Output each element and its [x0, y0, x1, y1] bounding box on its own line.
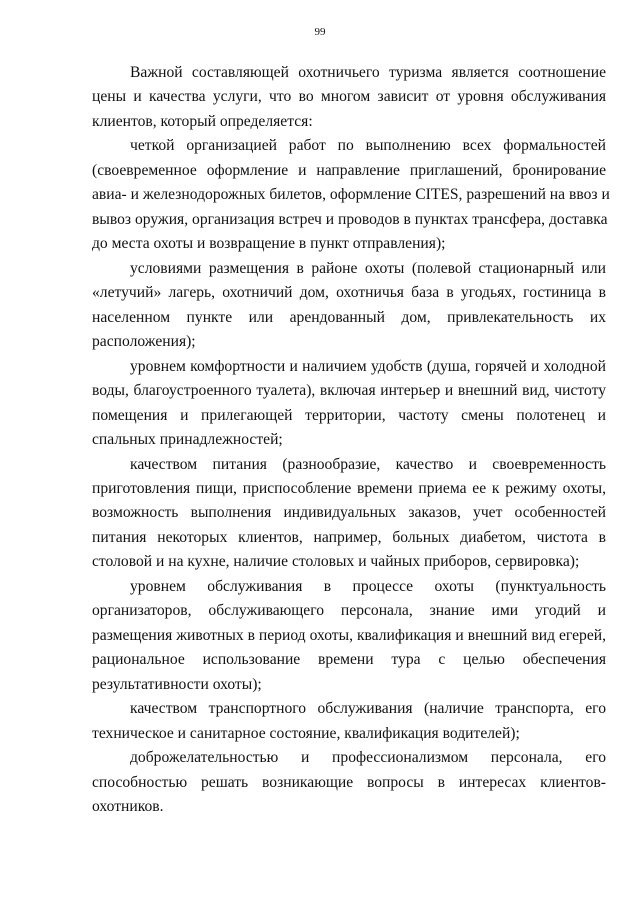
paragraph [92, 453, 606, 575]
text-line: (своевременное оформление и направление приглашений, бронирование [92, 161, 606, 179]
text-line: расположения); [92, 333, 196, 351]
text-line: до места охоты и возвращение в пункт отправления); [92, 235, 446, 253]
text-line: вывоз оружия, организация встреч и проводов в пунктах трансфера, доставка [92, 210, 608, 228]
text-line: условиями размещения в районе охоты (полевой стационарный или [130, 259, 606, 277]
text-line: воды, благоустроенного туалета), включая интерьер и внешний вид, чистоту [92, 382, 606, 400]
text-line: «летучий» лагерь, охотничий дом, охотничья база в угодьях, гостиница в [92, 284, 606, 302]
paragraph [92, 134, 610, 256]
text-line: четкой организацией работ по выполнению всех формальностей [130, 137, 606, 155]
text-line: столовой и на кухне, наличие столовых и чайных приборов, сервировка); [92, 553, 580, 571]
text-line: доброжелательностью и профессионализмом персонала, его [130, 749, 606, 767]
text-line: охотников. [92, 798, 164, 816]
text-line: качеством питания (разнообразие, качество и своевременность [130, 455, 606, 473]
text-line: спальных принадлежностей; [92, 431, 283, 449]
page-number: 99 [314, 26, 326, 38]
text-line: качеством транспортного обслуживания (наличие транспорта, его [130, 700, 606, 718]
text-line: уровнем обслуживания в процессе охоты (пунктуальность [130, 577, 606, 595]
text-line: помещения и прилегающей территории, частоту смены полотенец и [92, 406, 606, 424]
text-line: техническое и санитарное состояние, квалификация водителей); [92, 724, 520, 742]
body-text [92, 61, 610, 820]
text-line: приготовления пищи, приспособление времени приема ее к режиму охоты, [92, 479, 606, 497]
paragraph [92, 575, 606, 697]
text-line: способностью решать возникающие вопросы в интересах клиентов- [92, 773, 606, 791]
text-line: результативности охоты); [92, 675, 262, 693]
text-line: Важной составляющей охотничьего туризма является соотношение [130, 64, 606, 81]
paragraph [92, 61, 606, 134]
paragraph [92, 746, 606, 819]
paragraph [92, 355, 606, 453]
text-line: организаторов, обслуживающего персонала, знание ими угодий и [92, 602, 606, 620]
text-line: цены и качества услуги, что во многом зависит от уровня обслуживания [92, 88, 606, 106]
paragraph [92, 697, 606, 746]
text-line: размещения животных в период охоты, квалификация и внешний вид егерей, [92, 626, 606, 644]
text-line: питания некоторых клиентов, например, больных диабетом, чистота в [92, 528, 606, 546]
paragraph [92, 257, 606, 355]
text-line: клиентов, который определяется: [92, 112, 313, 130]
text-line: рациональное использование времени тура с целью обеспечения [92, 651, 606, 669]
text-line: авиа- и железнодорожных билетов, оформление CITES, разрешений на ввоз и [92, 186, 610, 204]
text-line: возможность выполнения индивидуальных заказов, учет особенностей [92, 504, 606, 522]
text-line: населенном пункте или арендованный дом, привлекательность их [92, 308, 606, 326]
text-line: уровнем комфортности и наличием удобств (душа, горячей и холодной [130, 357, 606, 375]
